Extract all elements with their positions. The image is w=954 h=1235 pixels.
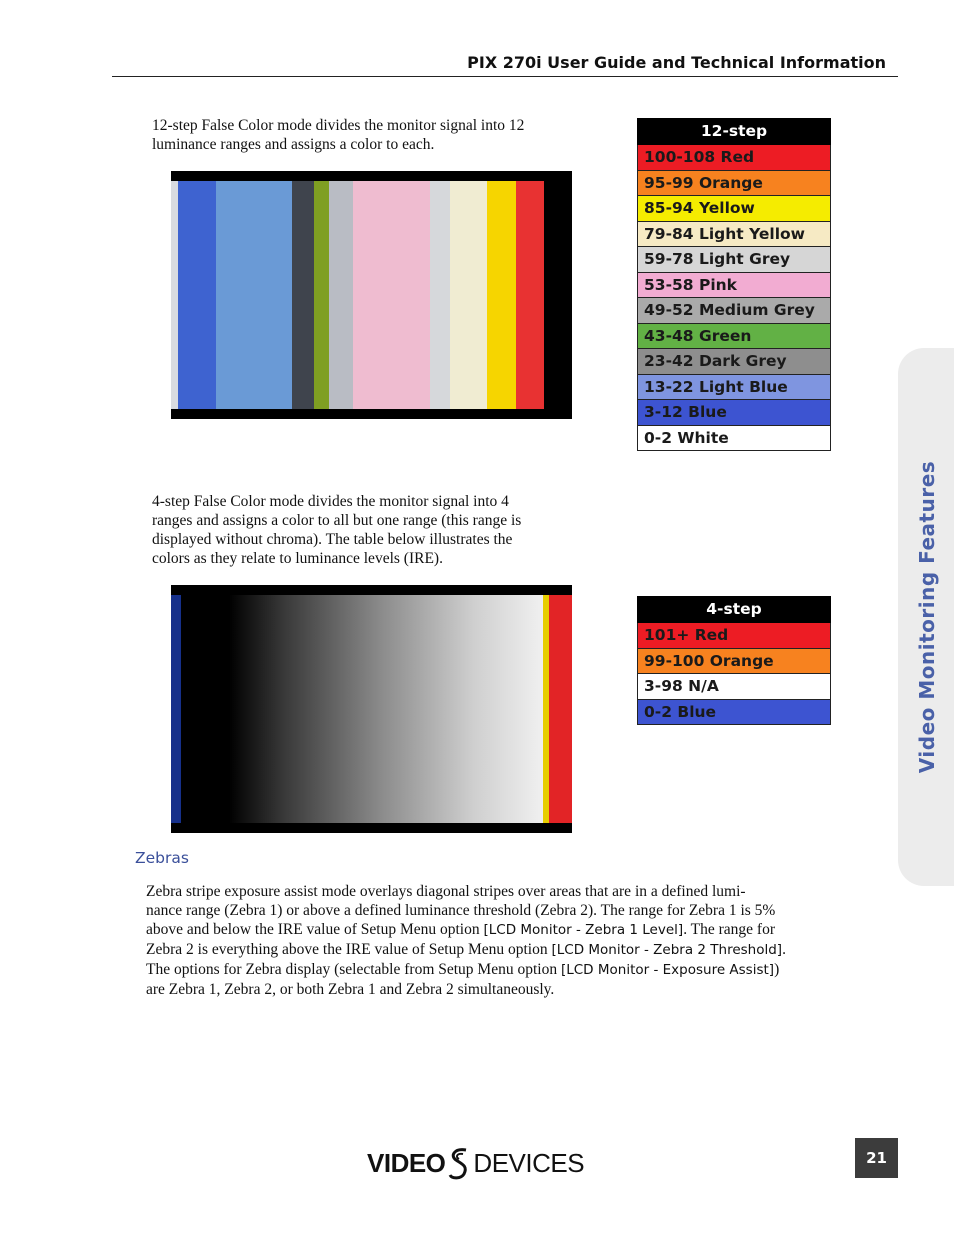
red-edge	[549, 595, 572, 823]
text-line	[146, 901, 846, 920]
color-band	[292, 181, 314, 409]
luminance-gradient	[229, 595, 543, 823]
table-row: 59-78 Light Grey	[637, 247, 831, 273]
black-band	[181, 595, 229, 823]
text-line: ranges and assigns a color to all but one range (this range is	[152, 512, 522, 529]
text-line	[146, 980, 846, 999]
chapter-tab-label: Video Monitoring Features	[915, 460, 939, 774]
color-band	[171, 181, 178, 409]
color-band	[516, 181, 544, 409]
menu-option-reference: [LCD Monitor - Zebra 1 Level]	[483, 922, 684, 938]
text-run: nance range (Zebra 1) or above a defined luminance threshold (Zebra 2). The range for Zebra 1 is 5%	[146, 902, 776, 919]
color-band	[353, 181, 430, 409]
table-row: 79-84 Light Yellow	[637, 222, 831, 248]
text-run: are Zebra 1, Zebra 2, or both Zebra 1 and Zebra 2 simultaneously.	[146, 981, 555, 998]
text-run: )	[774, 961, 780, 978]
color-band	[487, 181, 516, 409]
text-line: 12-step False Color mode divides the monitor signal into 12	[152, 117, 525, 134]
text-run: . The range for	[683, 921, 775, 938]
color-band	[178, 181, 216, 409]
page-header-title: PIX 270i User Guide and Technical Information	[467, 53, 886, 72]
table-row: 49-52 Medium Grey	[637, 298, 831, 324]
zebras-paragraph	[146, 882, 846, 999]
text-line	[146, 940, 846, 960]
table-header: 12-step	[637, 118, 831, 145]
table-row: 99-100 Orange	[637, 649, 831, 675]
text-line	[146, 920, 846, 940]
text-line	[146, 882, 846, 901]
false-color-4-step-image	[171, 585, 572, 833]
table-row: 100-108 Red	[637, 145, 831, 171]
table-row: 101+ Red	[637, 623, 831, 649]
logo-video-text: VIDEO	[367, 1147, 446, 1178]
page-number: 21	[855, 1138, 898, 1178]
table-row: 13-22 Light Blue	[637, 375, 831, 401]
menu-option-reference: [LCD Monitor - Exposure Assist]	[560, 962, 775, 978]
table-header: 4-step	[637, 596, 831, 623]
table-row: 53-58 Pink	[637, 273, 831, 299]
table-row: 95-99 Orange	[637, 171, 831, 197]
text-line: 4-step False Color mode divides the monitor signal into 4	[152, 493, 509, 510]
color-band	[430, 181, 450, 409]
text-line: luminance ranges and assigns a color to each.	[152, 136, 435, 153]
section-heading-zebras: Zebras	[135, 849, 189, 867]
text-run: Zebra stripe exposure assist mode overlays diagonal stripes over areas that are in a defined lumi-	[146, 883, 746, 900]
logo-swirl-icon	[446, 1146, 472, 1180]
color-band	[314, 181, 329, 409]
text-run: .	[782, 941, 786, 958]
logo-devices-text: DEVICES	[473, 1147, 585, 1178]
table-row: 23-42 Dark Grey	[637, 349, 831, 375]
text-run: above and below the IRE value of Setup Menu option	[146, 921, 484, 938]
text-line	[146, 960, 846, 980]
table-row: 3-98 N/A	[637, 674, 831, 700]
text-run: Zebra 2 is everything above the IRE value of Setup Menu option	[146, 941, 552, 958]
color-band	[450, 181, 487, 409]
menu-option-reference: [LCD Monitor - Zebra 2 Threshold]	[551, 942, 783, 958]
table-row: 3-12 Blue	[637, 400, 831, 426]
text-run: The options for Zebra display (selectable from Setup Menu option	[146, 961, 561, 978]
false-color-4-step-table	[637, 596, 831, 725]
text-line: displayed without chroma). The table below illustrates the	[152, 531, 513, 548]
text-line: colors as they relate to luminance levels (IRE).	[152, 550, 443, 567]
intro-4-step-paragraph	[152, 492, 521, 568]
false-color-12-step-table	[637, 118, 831, 451]
table-row: 85-94 Yellow	[637, 196, 831, 222]
header-divider	[112, 76, 898, 77]
color-band	[216, 181, 292, 409]
video-devices-logo	[367, 1146, 584, 1180]
color-band	[329, 181, 353, 409]
table-row: 0-2 White	[637, 426, 831, 452]
table-row: 43-48 Green	[637, 324, 831, 350]
blue-edge	[171, 595, 181, 823]
intro-12-step-paragraph	[152, 116, 524, 154]
table-row: 0-2 Blue	[637, 700, 831, 726]
false-color-12-step-image	[171, 171, 572, 419]
